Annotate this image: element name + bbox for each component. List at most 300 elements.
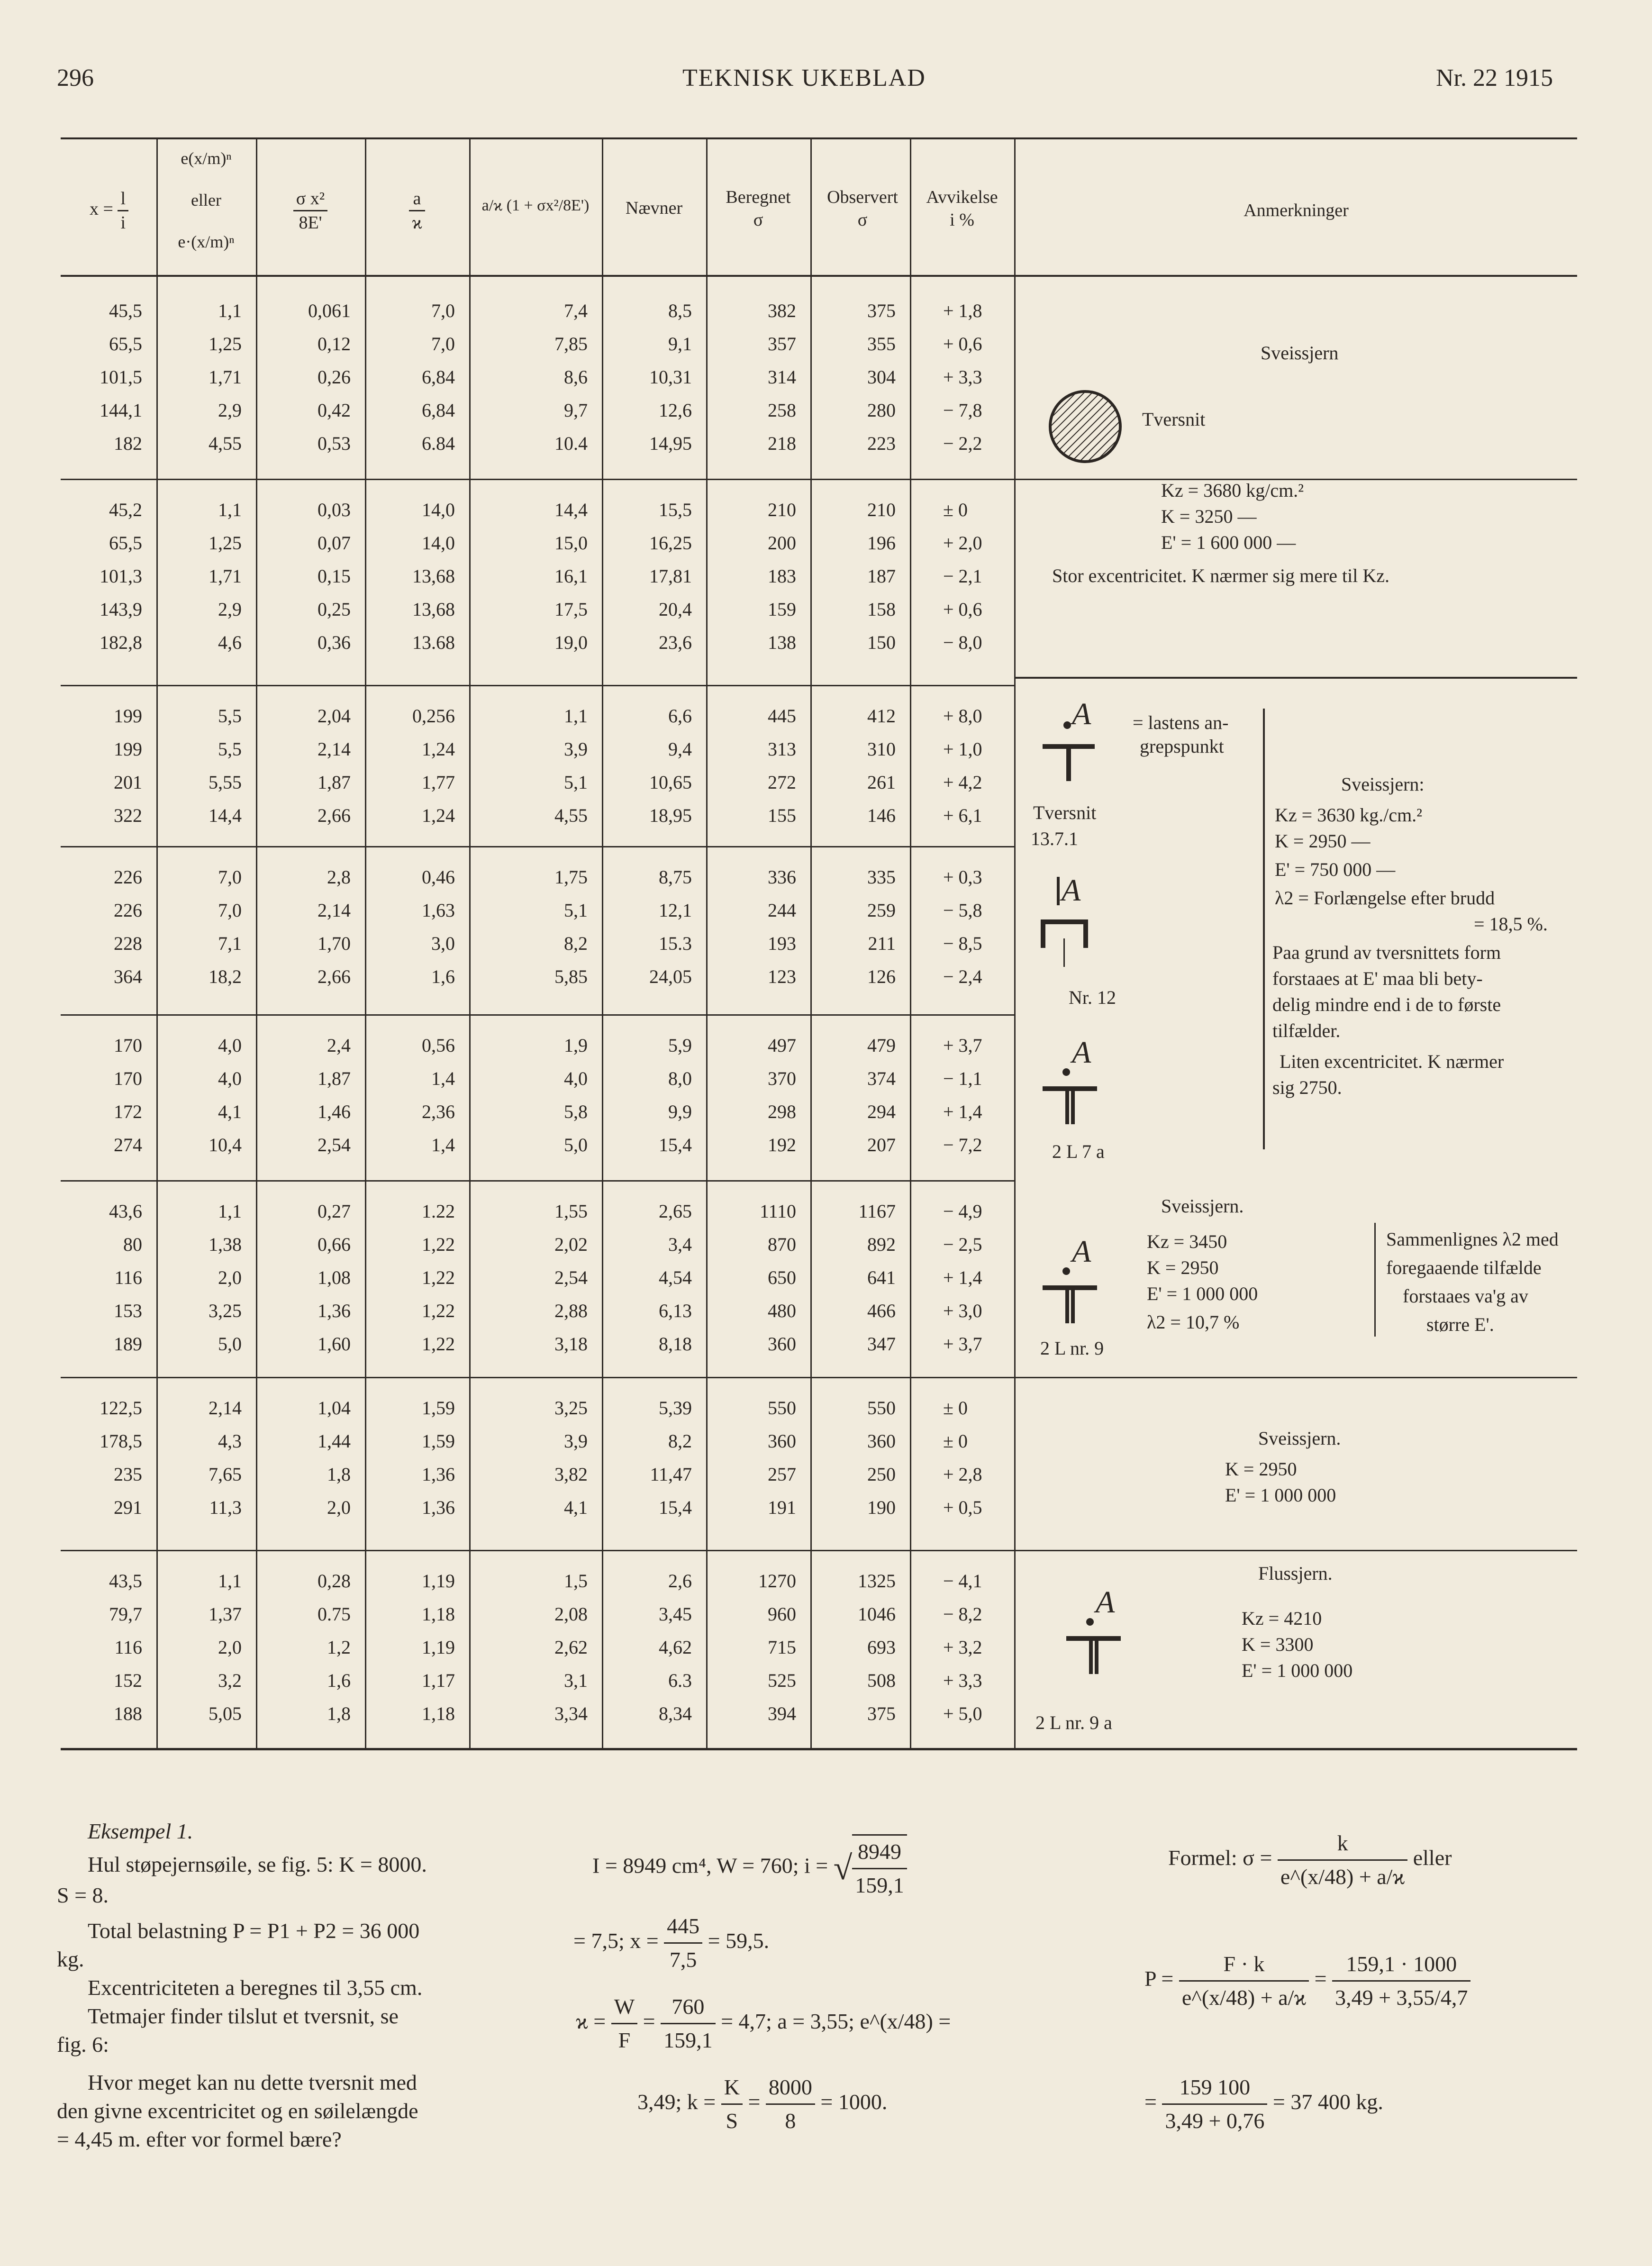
table-cell: 17,81	[649, 565, 692, 587]
table-cell: 1,59	[422, 1430, 455, 1452]
table-cell: 870	[768, 1234, 796, 1255]
table-cell: 8,2	[564, 933, 588, 954]
table-cell: 200	[768, 532, 796, 554]
table-cell: 375	[867, 1703, 896, 1724]
note-g6-label: 2 L nr. 9	[1040, 1338, 1104, 1359]
table-cell: 304	[867, 366, 896, 388]
table-cell: 370	[768, 1068, 796, 1089]
note-mid-lambda: λ2 = Forlængelse efter brudd	[1275, 887, 1495, 909]
table-cell: 9,7	[564, 400, 588, 421]
table-cell: 1,77	[422, 772, 455, 793]
table-cell: + 3,3	[943, 366, 982, 388]
table-cell: 45,2	[109, 499, 142, 520]
table-cell: 14,4	[209, 805, 242, 826]
table-cell: 1,60	[318, 1333, 351, 1355]
round-section-icon	[1047, 389, 1123, 464]
table-row	[61, 1564, 1577, 1598]
table-cell: ± 0	[943, 1430, 968, 1452]
note-mid-p4: tilfælder.	[1272, 1020, 1341, 1041]
table-cell: 336	[768, 866, 796, 888]
table-cell: 16,1	[554, 565, 588, 587]
table-cell: 360	[867, 1430, 896, 1452]
table-cell: 15,4	[659, 1134, 692, 1156]
group-divider	[61, 1550, 1577, 1551]
table-cell: 272	[768, 772, 796, 793]
table-cell: 525	[768, 1670, 796, 1691]
table-cell: 360	[768, 1430, 796, 1452]
table-cell: 5,85	[554, 966, 588, 987]
note-g8-kz: Kz = 4210	[1242, 1608, 1322, 1629]
table-cell: 2,0	[218, 1267, 242, 1288]
table-cell: 4,55	[554, 805, 588, 826]
table-cell: 479	[867, 1035, 896, 1056]
table-cell: 6,13	[659, 1300, 692, 1321]
table-cell: 3,9	[564, 738, 588, 760]
table-cell: 123	[768, 966, 796, 987]
table-cell: 5,5	[218, 738, 242, 760]
table-row	[61, 1228, 1577, 1262]
table-cell: 2,54	[318, 1134, 351, 1156]
issue-number: Nr. 22 1915	[1436, 64, 1553, 91]
table-cell: + 3,3	[943, 1670, 982, 1691]
table-cell: 1270	[758, 1570, 796, 1592]
table-cell: 1,9	[564, 1035, 588, 1056]
table-cell: + 3,0	[943, 1300, 982, 1321]
table-cell: 1,24	[422, 738, 455, 760]
svg-text:A: A	[1072, 697, 1091, 731]
table-cell: 257	[768, 1464, 796, 1485]
table-row	[61, 699, 1577, 733]
table-cell: − 4,1	[943, 1570, 982, 1592]
table-cell: 7,65	[209, 1464, 242, 1485]
table-row	[61, 1095, 1577, 1129]
table-cell: 2,62	[554, 1637, 588, 1658]
col-head-avvikelse: Avvikelse i %	[926, 187, 998, 230]
table-cell: − 2,4	[943, 966, 982, 987]
table-cell: 1,2	[327, 1637, 351, 1658]
table-cell: 235	[114, 1464, 142, 1485]
table-cell: 0,12	[318, 333, 351, 355]
table-cell: 5,0	[218, 1333, 242, 1355]
table-cell: 192	[768, 1134, 796, 1156]
table-cell: 0,53	[318, 433, 351, 454]
note-mid-kz: Kz = 3630 kg./cm.²	[1275, 804, 1423, 826]
table-cell: 183	[768, 565, 796, 587]
table-cell: 196	[867, 532, 896, 554]
note-g1-section: Tversnit	[1142, 409, 1206, 430]
table-cell: 1,55	[554, 1201, 588, 1222]
table-cell: 14,95	[649, 433, 692, 454]
table-row	[61, 1261, 1577, 1295]
brace-line	[1263, 709, 1265, 1149]
table-cell: 550	[867, 1397, 896, 1419]
table-cell: 1,1	[218, 300, 242, 321]
table-cell: + 0,5	[943, 1497, 982, 1518]
calc-line-4: 3,49; k = $\frac{K}{S}$ = $\frac{8000}{8}$ = 1000.	[637, 2071, 887, 2137]
example-line: = 4,45 m. efter vor formel bære?	[57, 2127, 342, 2151]
table-cell: 1,36	[422, 1497, 455, 1518]
table-cell: + 1,4	[943, 1101, 982, 1122]
table-cell: 11,47	[650, 1464, 692, 1485]
table-cell: 14,4	[554, 499, 588, 520]
table-top-rule	[61, 137, 1577, 139]
table-cell: − 5,8	[943, 900, 982, 921]
table-cell: 8,18	[659, 1333, 692, 1355]
table-cell: 193	[768, 933, 796, 954]
table-cell: 15,0	[554, 532, 588, 554]
example-title: Eksempel 1.	[88, 1819, 193, 1843]
table-cell: 0,56	[422, 1035, 455, 1056]
table-cell: 218	[768, 433, 796, 454]
note-g2-text: Stor excentricitet. K nærmer sig mere til Kz.	[1052, 565, 1390, 586]
table-cell: − 8,2	[943, 1603, 982, 1625]
table-cell: 143,9	[100, 599, 142, 620]
table-cell: 693	[867, 1637, 896, 1658]
table-cell: 9,1	[668, 333, 692, 355]
table-cell: + 0,3	[943, 866, 982, 888]
table-cell: 1,17	[422, 1670, 455, 1691]
table-cell: + 3,7	[943, 1333, 982, 1355]
table-cell: 189	[114, 1333, 142, 1355]
table-cell: 14,0	[422, 532, 455, 554]
table-cell: 5,5	[218, 705, 242, 727]
table-cell: 182,8	[100, 632, 142, 653]
table-cell: 144,1	[100, 400, 142, 421]
note-mid-p2: forstaaes at E' maa bli bety-	[1272, 968, 1483, 989]
note-g8-material: Flussjern.	[1258, 1563, 1333, 1584]
table-cell: 1,22	[422, 1300, 455, 1321]
table-cell: 0,03	[318, 499, 351, 520]
table-cell: ± 0	[943, 499, 968, 520]
example-line: S = 8.	[57, 1883, 109, 1907]
table-cell: 223	[867, 433, 896, 454]
table-cell: 259	[867, 900, 896, 921]
journal-title: TEKNISK UKEBLAD	[682, 64, 926, 91]
table-cell: 101,5	[100, 366, 142, 388]
note-g8-label: 2 L nr. 9 a	[1035, 1712, 1112, 1733]
table-cell: 2,9	[218, 400, 242, 421]
formula-line: Formel: σ = $\frac{k}{e\^{}(x/48) + a/ϰ}$ eller	[1168, 1827, 1452, 1893]
table-cell: 24,05	[649, 966, 692, 987]
table-cell: 4,0	[564, 1068, 588, 1089]
table-cell: 641	[867, 1267, 896, 1288]
table-cell: 294	[867, 1101, 896, 1122]
table-cell: 12,1	[659, 900, 692, 921]
table-cell: 1,8	[327, 1703, 351, 1724]
note-mid-p3: delig mindre end i de to første	[1272, 994, 1501, 1015]
note-g1-material: Sveissjern	[1261, 342, 1339, 364]
table-cell: 65,5	[109, 333, 142, 355]
group-divider	[61, 1180, 1014, 1182]
table-row	[61, 493, 1577, 527]
table-cell: 182	[114, 433, 142, 454]
example-line: fig. 6:	[57, 2032, 109, 2057]
table-cell: 210	[867, 499, 896, 520]
table-cell: 274	[114, 1134, 142, 1156]
table-cell: 18,95	[649, 805, 692, 826]
table-cell: 1110	[759, 1201, 796, 1222]
table-head-rule	[61, 275, 1577, 277]
table-cell: 1,1	[564, 705, 588, 727]
table-cell: 9,4	[668, 738, 692, 760]
table-cell: 2,9	[218, 599, 242, 620]
table-cell: 375	[867, 300, 896, 321]
table-cell: 5,1	[564, 900, 588, 921]
table-cell: 2,04	[318, 705, 351, 727]
example-line: kg.	[57, 1947, 84, 1971]
table-cell: 178,5	[100, 1430, 142, 1452]
table-cell: − 8,5	[943, 933, 982, 954]
table-cell: + 1,8	[943, 300, 982, 321]
table-row	[61, 427, 1577, 461]
table-cell: − 2,2	[943, 433, 982, 454]
table-cell: 7,0	[218, 900, 242, 921]
table-cell: 466	[867, 1300, 896, 1321]
table-cell: + 8,0	[943, 705, 982, 727]
table-cell: 4,1	[564, 1497, 588, 1518]
example-line: den givne excentricitet og en søilelængde	[57, 2099, 418, 2123]
table-cell: 7,85	[554, 333, 588, 355]
table-cell: 0,66	[318, 1234, 351, 1255]
table-cell: 228	[114, 933, 142, 954]
table-cell: − 7,8	[943, 400, 982, 421]
table-cell: 2,14	[318, 900, 351, 921]
table-cell: 258	[768, 400, 796, 421]
table-cell: + 4,2	[943, 772, 982, 793]
table-cell: 322	[114, 805, 142, 826]
table-cell: 7,0	[431, 333, 455, 355]
table-cell: 201	[114, 772, 142, 793]
table-cell: − 2,1	[943, 565, 982, 587]
table-cell: 10,4	[209, 1134, 242, 1156]
table-cell: 3,1	[564, 1670, 588, 1691]
table-cell: 0,46	[422, 866, 455, 888]
table-cell: 2,14	[209, 1397, 242, 1419]
table-cell: 5,8	[564, 1101, 588, 1122]
table-cell: 298	[768, 1101, 796, 1122]
table-row	[61, 1597, 1577, 1631]
table-cell: 1,38	[209, 1234, 242, 1255]
table-cell: 16,25	[649, 532, 692, 554]
note-g6-k: K = 2950	[1147, 1257, 1219, 1278]
table-cell: 15.3	[659, 933, 692, 954]
table-cell: 7,0	[431, 300, 455, 321]
table-cell: 2,02	[554, 1234, 588, 1255]
group-divider	[61, 846, 1014, 847]
table-cell: 3,4	[668, 1234, 692, 1255]
table-cell: 650	[768, 1267, 796, 1288]
table-cell: 335	[867, 866, 896, 888]
table-cell: 158	[867, 599, 896, 620]
table-cell: 3,9	[564, 1430, 588, 1452]
table-row	[61, 626, 1577, 660]
table-cell: 172	[114, 1101, 142, 1122]
example-line: Hvor meget kan nu dette tversnit med	[88, 2070, 417, 2094]
table-cell: 207	[867, 1134, 896, 1156]
table-cell: 8,0	[668, 1068, 692, 1089]
col-head-exp: e(x/m)ⁿ eller e·(x/m)ⁿ	[178, 149, 235, 251]
table-cell: 480	[768, 1300, 796, 1321]
svg-text:A: A	[1072, 1035, 1091, 1070]
table-cell: 80	[123, 1234, 142, 1255]
table-cell: 190	[867, 1497, 896, 1518]
table-cell: 2,36	[422, 1101, 455, 1122]
table-row	[61, 1697, 1577, 1731]
calc-line-2: = 7,5; x = $\frac{445}{7,5}$ = 59,5.	[573, 1910, 769, 1976]
table-cell: 357	[768, 333, 796, 355]
note-g7-e: E' = 1 000 000	[1225, 1484, 1336, 1506]
table-cell: 1,1	[218, 499, 242, 520]
table-cell: 1,6	[327, 1670, 351, 1691]
table-row	[61, 1294, 1577, 1328]
note-g6-e: E' = 1 000 000	[1147, 1283, 1258, 1304]
table-cell: 8,2	[668, 1430, 692, 1452]
table-cell: ± 0	[943, 1397, 968, 1419]
table-cell: 1167	[858, 1201, 896, 1222]
table-cell: 1,71	[209, 565, 242, 587]
table-cell: 1,87	[318, 772, 351, 793]
table-cell: 1,37	[209, 1603, 242, 1625]
table-cell: 8,5	[668, 300, 692, 321]
table-row	[61, 294, 1577, 328]
table-row	[61, 1194, 1577, 1229]
table-cell: 45,5	[109, 300, 142, 321]
result-line: = $\frac{159 100}{3,49 + 0,76}$ = 37 400 kg.	[1144, 2071, 1383, 2137]
table-cell: + 3,2	[943, 1637, 982, 1658]
table-cell: 1046	[858, 1603, 896, 1625]
table-cell: 101,3	[100, 565, 142, 587]
note-g8-e: E' = 1 000 000	[1242, 1660, 1353, 1681]
table-cell: 3,82	[554, 1464, 588, 1485]
note-mid-p5: Liten excentricitet. K nærmer	[1280, 1051, 1504, 1072]
note-g6-box4: større E'.	[1426, 1314, 1494, 1335]
table-cell: 5,55	[209, 772, 242, 793]
table-cell: 19,0	[554, 632, 588, 653]
table-cell: 508	[867, 1670, 896, 1691]
table-cell: 5,0	[564, 1134, 588, 1156]
table-cell: 1,18	[422, 1703, 455, 1724]
table-cell: 1,59	[422, 1397, 455, 1419]
table-cell: 191	[768, 1497, 796, 1518]
table-cell: 355	[867, 333, 896, 355]
table-cell: 2,08	[554, 1603, 588, 1625]
table-cell: 4,0	[218, 1068, 242, 1089]
table-cell: − 8,0	[943, 632, 982, 653]
note-g7-material: Sveissjern.	[1258, 1428, 1341, 1449]
table-cell: 244	[768, 900, 796, 921]
note-g6-box3: forstaaes va'g av	[1403, 1285, 1528, 1307]
note-g2-e: E' = 1 600 000 —	[1161, 532, 1296, 553]
table-cell: 17,5	[554, 599, 588, 620]
table-cell: 960	[768, 1603, 796, 1625]
table-cell: 10,65	[649, 772, 692, 793]
note-g2-k: K = 3250 —	[1161, 506, 1257, 527]
table-cell: 7,0	[218, 866, 242, 888]
table-cell: 1.22	[422, 1201, 455, 1222]
note-box-line	[1374, 1223, 1376, 1337]
channel-section-icon	[1038, 867, 1114, 976]
table-cell: 7,1	[218, 933, 242, 954]
note-mid-k: K = 2950 —	[1275, 830, 1371, 852]
table-cell: 2,54	[554, 1267, 588, 1288]
table-cell: + 0,6	[943, 333, 982, 355]
table-cell: 2,88	[554, 1300, 588, 1321]
table-cell: 2,8	[327, 866, 351, 888]
table-cell: 8,34	[659, 1703, 692, 1724]
table-cell: 188	[114, 1703, 142, 1724]
table-cell: 6.3	[668, 1670, 692, 1691]
note-g2-kz: Kz = 3680 kg/cm.²	[1161, 480, 1304, 501]
table-cell: 126	[867, 966, 896, 987]
table-bottom-rule	[61, 1748, 1577, 1750]
table-cell: 3,25	[554, 1397, 588, 1419]
table-cell: 1,44	[318, 1430, 351, 1452]
table-cell: 3,45	[659, 1603, 692, 1625]
table-cell: 1,6	[431, 966, 455, 987]
table-cell: 0,07	[318, 532, 351, 554]
note-g6-kz: Kz = 3450	[1147, 1231, 1227, 1252]
table-cell: 347	[867, 1333, 896, 1355]
table-cell: 13.68	[412, 632, 455, 653]
col-head-sigma-x2: $\frac{\text{σ x²}}{8E'}$	[261, 187, 360, 234]
table-cell: 1,04	[318, 1397, 351, 1419]
table-cell: + 1,4	[943, 1267, 982, 1288]
note-g3-section: Tversnit	[1033, 802, 1097, 823]
table-cell: 14,0	[422, 499, 455, 520]
table-cell: 15,5	[659, 499, 692, 520]
table-cell: 12,6	[659, 400, 692, 421]
note-divider	[1014, 677, 1577, 679]
col-head-naevner: Nævner	[625, 198, 683, 218]
table-cell: 11,3	[209, 1497, 242, 1518]
table-cell: 0,25	[318, 599, 351, 620]
table-cell: 0,061	[308, 300, 351, 321]
table-cell: 4,55	[209, 433, 242, 454]
table-cell: + 3,7	[943, 1035, 982, 1056]
col-head-formula: a/ϰ (1 + σx²/8E')	[481, 197, 590, 214]
svg-text:A: A	[1072, 1234, 1091, 1269]
table-cell: 445	[768, 705, 796, 727]
table-cell: 412	[867, 705, 896, 727]
table-cell: 226	[114, 900, 142, 921]
note-g6-box1: Sammenlignes λ2 med	[1386, 1229, 1559, 1250]
svg-text:A: A	[1062, 873, 1081, 908]
table-cell: 43,6	[109, 1201, 142, 1222]
table-cell: 1,19	[422, 1570, 455, 1592]
svg-text:A: A	[1096, 1585, 1115, 1620]
table-cell: + 5,0	[943, 1703, 982, 1724]
note-mid-p6: sig 2750.	[1272, 1077, 1342, 1098]
table-cell: 3,2	[218, 1670, 242, 1691]
note-g7-k: K = 2950	[1225, 1458, 1297, 1480]
table-cell: 7,4	[564, 300, 588, 321]
table-cell: 4,54	[659, 1267, 692, 1288]
table-cell: 2,0	[327, 1497, 351, 1518]
table-cell: 1,70	[318, 933, 351, 954]
table-cell: 146	[867, 805, 896, 826]
table-cell: + 2,8	[943, 1464, 982, 1485]
note-g5-label: 2 L 7 a	[1052, 1141, 1105, 1162]
table-row	[61, 1424, 1577, 1458]
table-cell: 0,27	[318, 1201, 351, 1222]
table-cell: 2,14	[318, 738, 351, 760]
note-mid-p1: Paa grund av tversnittets form	[1272, 942, 1501, 963]
note-g6-box2: foregaaende tilfælde	[1386, 1257, 1542, 1278]
table-cell: 4,0	[218, 1035, 242, 1056]
table-cell: 5,05	[209, 1703, 242, 1724]
table-cell: 1,5	[564, 1570, 588, 1592]
table-row	[61, 1391, 1577, 1425]
